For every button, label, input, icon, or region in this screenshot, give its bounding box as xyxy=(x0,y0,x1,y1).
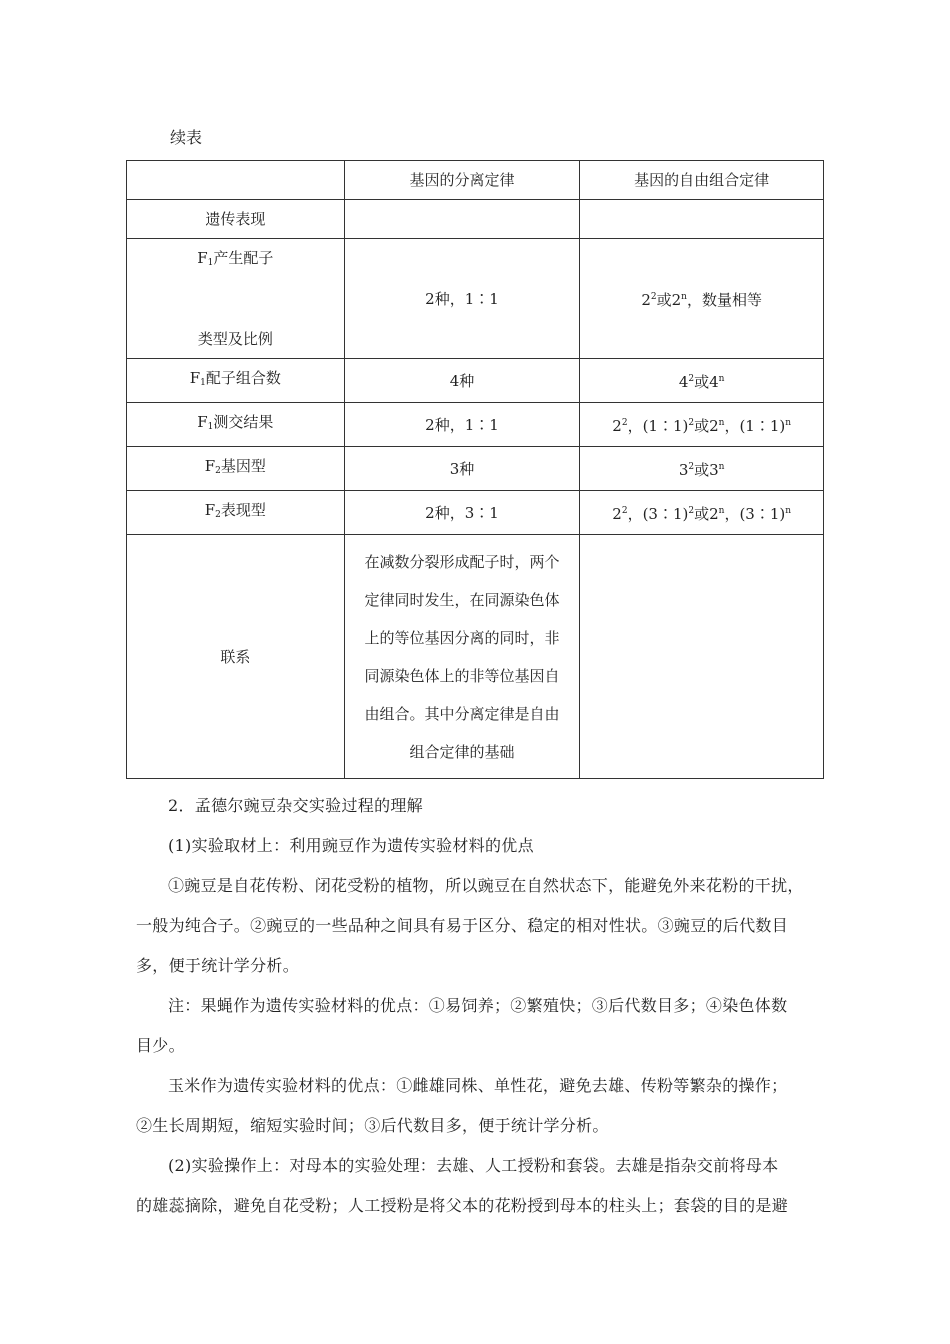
link-line: 在减数分裂形成配子时，两个 xyxy=(364,552,560,571)
free-combination-cell xyxy=(580,535,824,779)
paragraph-line: 目少。 xyxy=(136,1036,185,1055)
link-line: 同源染色体上的非等位基因自 xyxy=(364,666,560,685)
paragraph-line: ②生长周期短，缩短实验时间；③后代数目多，便于统计学分析。 xyxy=(136,1116,609,1135)
separation-cell: 2种，3∶1 xyxy=(344,491,580,535)
table-row xyxy=(127,359,824,403)
paragraph-line: 多，便于统计学分析。 xyxy=(136,956,300,975)
separation-cell: 2种，1∶1 xyxy=(344,239,580,359)
paragraph-line: 的雄蕊摘除，避免自花受粉；人工授粉是将父本的花粉授到母本的柱头上；套袋的目的是避 xyxy=(136,1196,789,1215)
separation-cell xyxy=(344,535,580,779)
separation-cell: 3种 xyxy=(344,447,580,491)
table-row xyxy=(127,491,824,535)
section-heading: 2．孟德尔豌豆杂交实验过程的理解 xyxy=(168,796,423,815)
paragraph-line: 注：果蝇作为遗传实验材料的优点：①易饲养；②繁殖快；③后代数目多；④染色体数 xyxy=(168,996,788,1015)
table-header-row xyxy=(127,161,824,200)
body-text xyxy=(136,786,826,1226)
table-row xyxy=(127,200,824,239)
free-combination-cell: $3^2$或3$^n$ xyxy=(580,447,824,491)
free-combination-cell: $4^2$或4$^n$ xyxy=(580,359,824,403)
separation-cell: 4种 xyxy=(344,359,580,403)
paragraph-line: 一般为纯合子。②豌豆的一些品种之间具有易于区分、稳定的相对性状。③豌豆的后代数目 xyxy=(136,916,789,935)
link-line: 定律同时发生，在同源染色体 xyxy=(364,590,560,609)
separation-cell xyxy=(344,200,580,239)
row-label: 联系 xyxy=(127,535,345,779)
paragraph-line: 玉米作为遗传实验材料的优点：①雌雄同株、单性花，避免去雄、传粉等繁杂的操作； xyxy=(168,1076,788,1095)
link-line: 组合定律的基础 xyxy=(409,742,515,761)
table-row xyxy=(127,447,824,491)
free-combination-cell: $2^2$，(1∶1)$^2$或2$^n$，(1∶1)$^n$ xyxy=(580,403,824,447)
row-label: 遗传表现 xyxy=(127,200,345,239)
table-row xyxy=(127,535,824,779)
header-cell-free-combination: 基因的自由组合定律 xyxy=(580,161,824,200)
paragraph-line: ①豌豆是自花传粉、闭花受粉的植物，所以豌豆在自然状态下，能避免外来花粉的干扰， xyxy=(168,876,804,895)
header-cell-separation: 基因的分离定律 xyxy=(344,161,580,200)
table-caption: 续表 xyxy=(170,128,203,147)
separation-cell: 2种，1∶1 xyxy=(344,403,580,447)
free-combination-cell: $2^2$，(3∶1)$^2$或2$^n$，(3∶1)$^n$ xyxy=(580,491,824,535)
link-line: 由组合。其中分离定律是自由 xyxy=(364,704,560,723)
row-label: $F_2$表现型 xyxy=(127,491,345,535)
paragraph-line: (1)实验取材上：利用豌豆作为遗传实验材料的优点 xyxy=(168,836,534,855)
link-line: 上的等位基因分离的同时，非 xyxy=(364,628,560,647)
paragraph-line: (2)实验操作上：对母本的实验处理：去雄、人工授粉和套袋。去雄是指杂交前将母本 xyxy=(168,1156,779,1175)
free-combination-cell: $2^2$或2$^n$，数量相等 xyxy=(580,239,824,359)
row-label: $F_2$基因型 xyxy=(127,447,345,491)
free-combination-cell xyxy=(580,200,824,239)
comparison-table xyxy=(126,160,824,779)
header-cell-empty xyxy=(127,161,345,200)
table-row xyxy=(127,403,824,447)
row-label: $F_1$测交结果 xyxy=(127,403,345,447)
row-label: $F_1$配子组合数 xyxy=(127,359,345,403)
table-row xyxy=(127,239,824,359)
row-label: $F_1$产生配子 类型及比例 xyxy=(127,239,345,359)
